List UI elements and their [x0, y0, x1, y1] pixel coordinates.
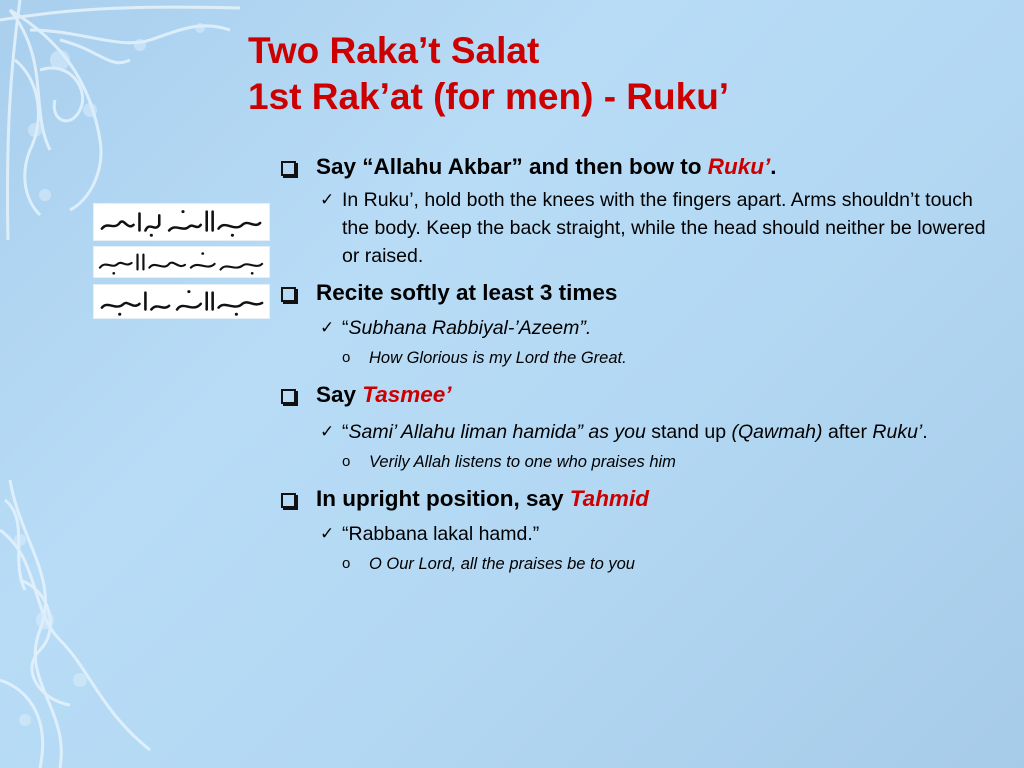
- arabic-calligraphy-subhana: [93, 203, 270, 241]
- bullet-say-tasmee: Say Tasmee’: [280, 380, 1005, 410]
- checkmark-icon: ✓: [320, 524, 335, 543]
- circle-bullet-icon: o: [342, 555, 351, 572]
- checkmark-icon: ✓: [320, 422, 335, 441]
- checkmark-icon: ✓: [320, 318, 335, 337]
- bullet-recite-softly: Recite softly at least 3 times: [280, 278, 1005, 308]
- bullet-say-allahu-akbar: Say “Allahu Akbar” and then bow to Ruku’.: [280, 152, 1005, 182]
- slide-title: [248, 28, 729, 120]
- corner-ornament-bottom: [0, 480, 160, 768]
- checkmark-icon: ✓: [320, 190, 335, 209]
- bullet-say-tahmid: In upright position, say Tahmid: [280, 484, 1005, 514]
- checkbox-bullet-icon: [281, 287, 296, 302]
- checkbox-bullet-icon: [281, 161, 296, 176]
- checkbox-bullet-icon: [281, 493, 296, 508]
- arabic-calligraphy-tasmee: [93, 246, 270, 278]
- arabic-calligraphy-tahmid: [93, 284, 270, 319]
- sub-bullet-ruku-posture: ✓ In Ruku’, hold both the knees with the fingers apart. Arms shouldn’t touch the body. Keep the back straight, while the head should neither be lowered or raised.: [280, 186, 1005, 270]
- bullet-content: [280, 152, 1005, 576]
- checkbox-bullet-icon: [281, 389, 296, 404]
- sub-bullet-sami-allahu: ✓ “Sami’ Allahu liman hamida” as you stand up (Qawmah) after Ruku’.: [280, 418, 1005, 446]
- sub-bullet-subhana: ✓ “Subhana Rabbiyal-’Azeem”.: [280, 314, 1005, 342]
- translation-rabbana: o O Our Lord, all the praises be to you: [280, 552, 1005, 576]
- translation-subhana: o How Glorious is my Lord the Great.: [280, 346, 1005, 370]
- title-line-1: Two Raka’t Salat: [248, 30, 540, 71]
- sub-bullet-rabbana: ✓ “Rabbana lakal hamd.”: [280, 520, 1005, 548]
- circle-bullet-icon: o: [342, 349, 351, 366]
- title-line-2: 1st Rak’at (for men) - Ruku’: [248, 76, 730, 117]
- circle-bullet-icon: o: [342, 453, 351, 470]
- translation-sami-allahu: o Verily Allah listens to one who praises him: [280, 450, 1005, 474]
